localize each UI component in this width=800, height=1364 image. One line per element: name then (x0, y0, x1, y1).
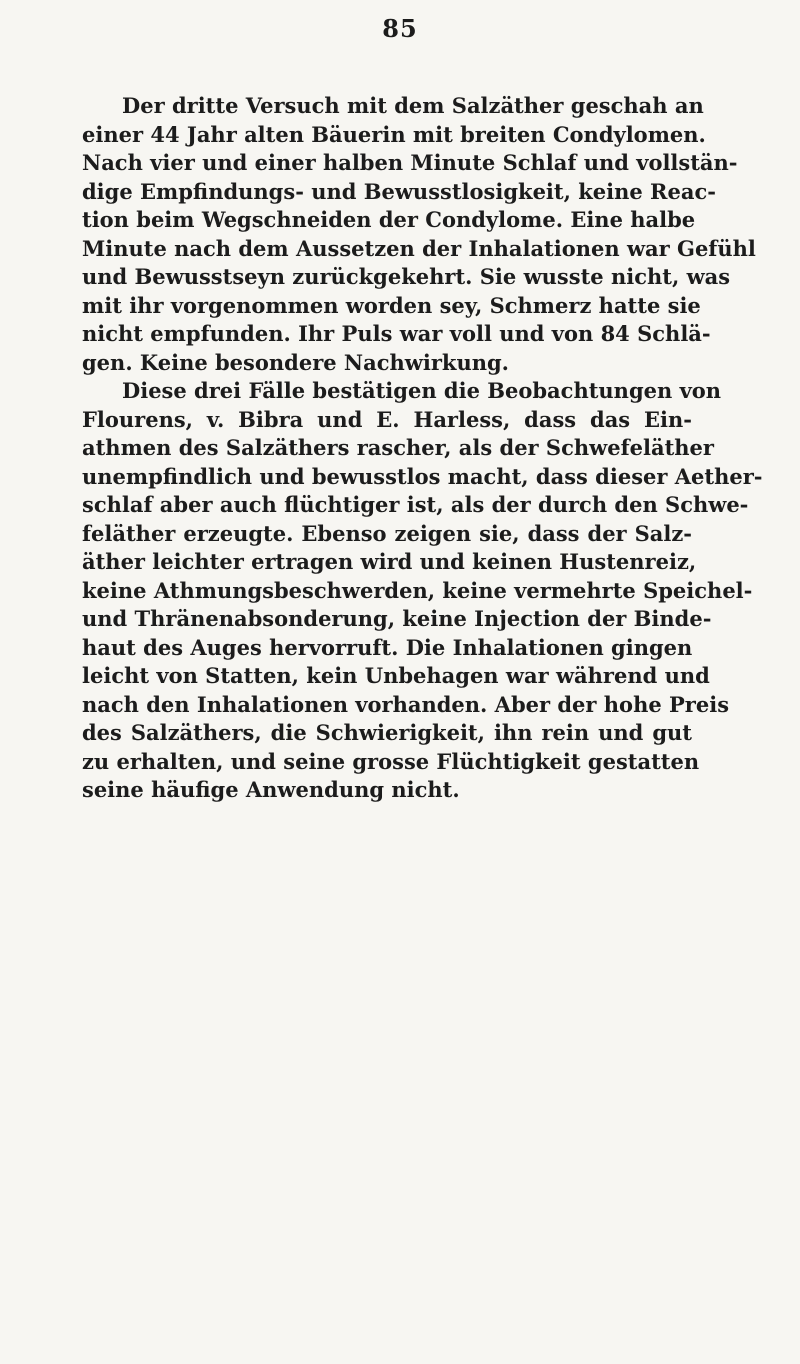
text-line: athmen des Salzäthers rascher, als der Schwefeläther (82, 435, 714, 460)
text-line: haut des Auges hervorruft. Die Inhalationen gingen (82, 634, 693, 660)
text-line: einer 44 Jahr alten Bäuerin mit breiten Condylomen. (82, 121, 706, 147)
text-line: nach den Inhalationen vorhanden. Aber der hohe Preis (82, 691, 730, 717)
text-line: leicht von Statten, kein Unbehagen war während und (82, 663, 710, 688)
text-line: tion beim Wegschneiden der Condylome. Eine halbe (82, 207, 696, 232)
text-line: mit ihr vorgenommen worden sey, Schmerz hatte sie (82, 292, 701, 318)
text-line: zu erhalten, und seine grosse Flüchtigkeit gestatten (82, 748, 700, 774)
text-line: nicht empfunden. Ihr Puls war voll und von 84 Schlä- (82, 321, 711, 346)
text-line: unempfindlich und bewusstlos macht, dass dieser Aether- (82, 463, 763, 489)
paragraph-2 (82, 377, 763, 805)
text-line: dige Empfindungs- und Bewusstlosigkeit, keine Reac- (82, 178, 716, 204)
page-number: 85 (382, 14, 418, 43)
text-line: Flourens, v. Bibra und E. Harless, dass das Ein- (82, 406, 692, 432)
text-line: des Salzäthers, die Schwierigkeit, ihn rein und gut (82, 720, 692, 745)
body-text (82, 92, 763, 805)
text-line: seine häufige Anwendung nicht. (82, 777, 460, 802)
text-line: Diese drei Fälle bestätigen die Beobachtungen von (122, 378, 722, 403)
text-line: äther leichter ertragen wird und keinen Hustenreiz, (82, 549, 697, 574)
text-line: Minute nach dem Aussetzen der Inhalationen war Gefühl (82, 235, 756, 261)
paragraph-1 (82, 92, 756, 377)
text-line: und Bewusstseyn zurückgekehrt. Sie wusste nicht, was (82, 264, 731, 289)
text-line: schlaf aber auch flüchtiger ist, als der durch den Schwe- (82, 492, 749, 517)
text-line: feläther erzeugte. Ebenso zeigen sie, dass der Salz- (82, 520, 692, 546)
text-line: gen. Keine besondere Nachwirkung. (82, 349, 509, 375)
text-line: keine Athmungsbeschwerden, keine vermehrte Speichel- (82, 577, 753, 603)
text-line: und Thränenabsonderung, keine Injection der Binde- (82, 606, 712, 631)
text-line: Nach vier und einer halben Minute Schlaf und vollstän- (82, 150, 738, 175)
text-line: Der dritte Versuch mit dem Salzäther geschah an (122, 93, 704, 118)
